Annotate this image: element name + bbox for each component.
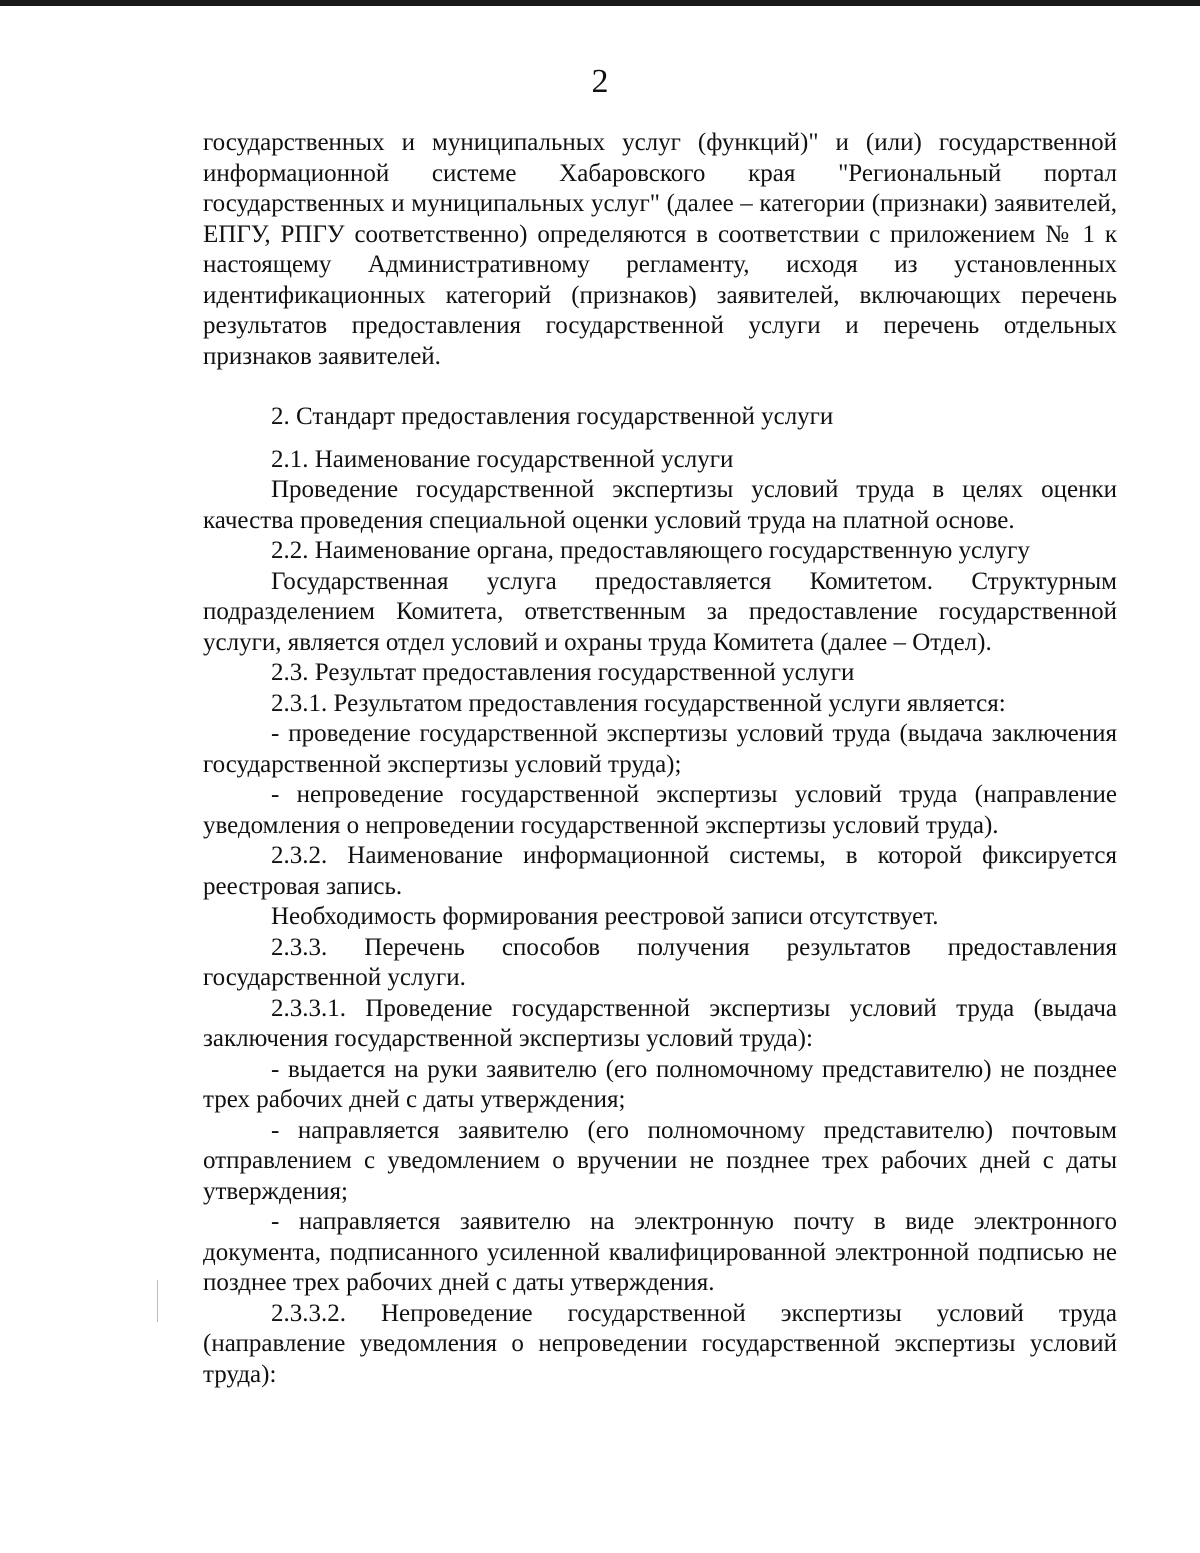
- list-item-in-person: - выдается на руки заявителю (его полномочному представителю) не позднее трех рабочих дней с даты утверждения;: [203, 1055, 1117, 1113]
- list-item-by-post: - направляется заявителю (его полномочному представителю) почтовым отправлением с уведомлением о вручении не позднее трех рабочих дней с даты утверждения;: [203, 1116, 1117, 1205]
- list-item-result-not-conducted: - непроведение государственной экспертизы условий труда (направление уведомления о непроведении государственной экспертизы условий труда).: [203, 781, 1117, 839]
- scan-top-edge: [0, 0, 1200, 6]
- scan-margin-mark: [157, 1280, 158, 1322]
- paragraph-authority: Государственная услуга предоставляется Комитетом. Структурным подразделением Комитета, ответственным за предоставление государственной услуги, является отдел условий и охраны труда Комитета (далее – Отдел).: [203, 567, 1117, 656]
- paragraph-service-name: Проведение государственной экспертизы условий труда в целях оценки качества проведения специальной оценки условий труда на платной основе.: [203, 476, 1117, 534]
- subsection-heading-2-3-3-2: 2.3.3.2. Непроведение государственной экспертизы условий труда (направление уведомления о непроведении государственной экспертизы условий труда):: [203, 1299, 1117, 1388]
- subsection-heading-2-3: 2.3. Результат предоставления государственной услуги: [271, 659, 855, 686]
- subsection-heading-2-3-1: 2.3.1. Результатом предоставления государственной услуги является:: [271, 689, 1006, 717]
- paragraph-continuation: государственных и муниципальных услуг (функций)" и (или) государственной информационной системе Хабаровского края "Региональный портал государственных и муниципальных услуг" (далее – категории (признаки) заявителей, ЕПГУ, РПГУ соответственно) определяются в соответствии с приложением № 1 к настоящему Административному регламенту, исходя из установленных идентификационных категорий (признаков) заявителей, включающих перечень результатов предоставления государственной услуги и перечень отдельных признаков заявителей.: [203, 129, 1117, 370]
- list-item-by-email: - направляется заявителю на электронную почту в виде электронного документа, подписанного усиленной квалифицированной электронной подписью не позднее трех рабочих дней с даты утверждения.: [203, 1208, 1117, 1296]
- subsection-heading-2-2: 2.2. Наименование органа, предоставляющего государственную услугу: [271, 537, 1030, 564]
- subsection-heading-2-3-3: 2.3.3. Перечень способов получения результатов предоставления государственной услуги.: [203, 933, 1117, 991]
- list-item-result-conducted: - проведение государственной экспертизы условий труда (выдача заключения государственной экспертизы условий труда);: [203, 720, 1117, 778]
- paragraph-registry: Необходимость формирования реестровой записи отсутствует.: [271, 903, 939, 930]
- page-number: 2: [591, 63, 609, 100]
- subsection-heading-2-3-2: 2.3.2. Наименование информационной системы, в которой фиксируется реестровая запись.: [203, 842, 1117, 900]
- section-heading-2: 2. Стандарт предоставления государственной услуги: [271, 403, 834, 430]
- subsection-heading-2-3-3-1: 2.3.3.1. Проведение государственной экспертизы условий труда (выдача заключения государственной экспертизы условий труда):: [203, 994, 1117, 1052]
- document-body: [203, 128, 1117, 1390]
- subsection-heading-2-1: 2.1. Наименование государственной услуги: [271, 445, 734, 473]
